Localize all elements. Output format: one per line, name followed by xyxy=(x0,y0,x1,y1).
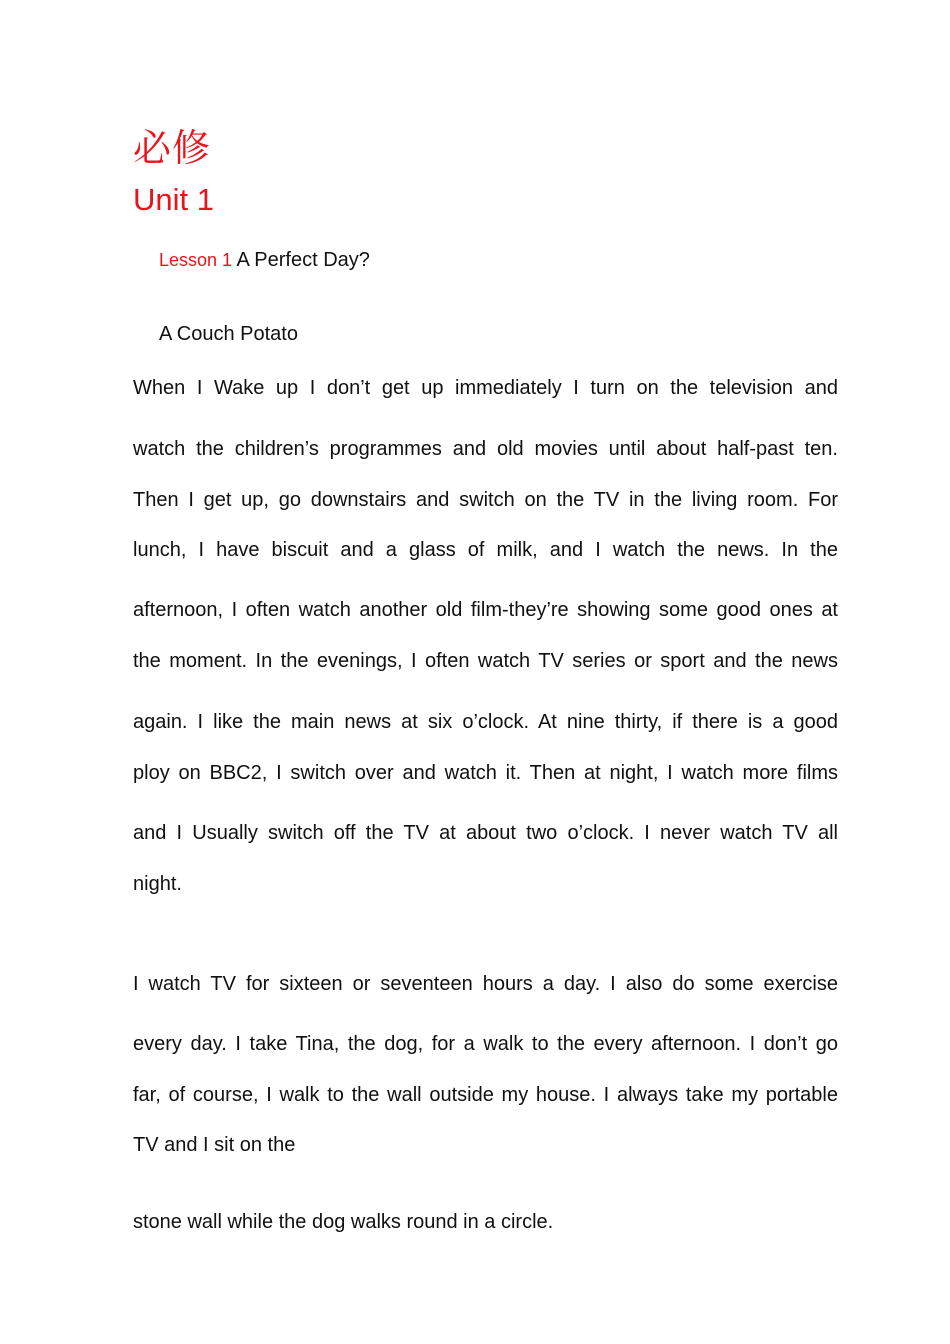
text-line: watch the children’s programmes and old movies until about half-past ten. xyxy=(133,438,838,460)
text-line: night. xyxy=(133,873,182,895)
article-title: A Couch Potato xyxy=(159,323,298,345)
text-line: afternoon, I often watch another old film-they’re showing some good ones at xyxy=(133,599,838,621)
text-line: and I Usually switch off the TV at about two o’clock. I never watch TV all xyxy=(133,822,838,844)
text-line: again. I like the main news at six o’clock. At nine thirty, if there is a good xyxy=(133,711,838,733)
text-line: far, of course, I walk to the wall outside my house. I always take my portable xyxy=(133,1084,838,1106)
text-line: Then I get up, go downstairs and switch on the TV in the living room. For xyxy=(133,489,838,511)
text-line: I watch TV for sixteen or seventeen hours a day. I also do some exercise xyxy=(133,973,838,995)
unit-title: Unit 1 xyxy=(133,182,214,217)
text-line: When I Wake up I don’t get up immediately I turn on the television and xyxy=(133,377,838,399)
text-line: ploy on BBC2, I switch over and watch it. Then at night, I watch more films xyxy=(133,762,838,784)
section-heading: 必修 xyxy=(133,126,212,170)
text-line: the moment. In the evenings, I often watch TV series or sport and the news xyxy=(133,650,838,672)
text-line: lunch, I have biscuit and a glass of milk, and I watch the news. In the xyxy=(133,539,838,561)
lesson-heading xyxy=(159,247,370,273)
lesson-title: A Perfect Day? xyxy=(232,249,370,271)
lesson-label: Lesson 1 xyxy=(159,250,233,270)
text-line: TV and I sit on the xyxy=(133,1134,296,1156)
text-line: stone wall while the dog walks round in a circle. xyxy=(133,1211,554,1233)
text-line: every day. I take Tina, the dog, for a walk to the every afternoon. I don’t go xyxy=(133,1033,838,1055)
